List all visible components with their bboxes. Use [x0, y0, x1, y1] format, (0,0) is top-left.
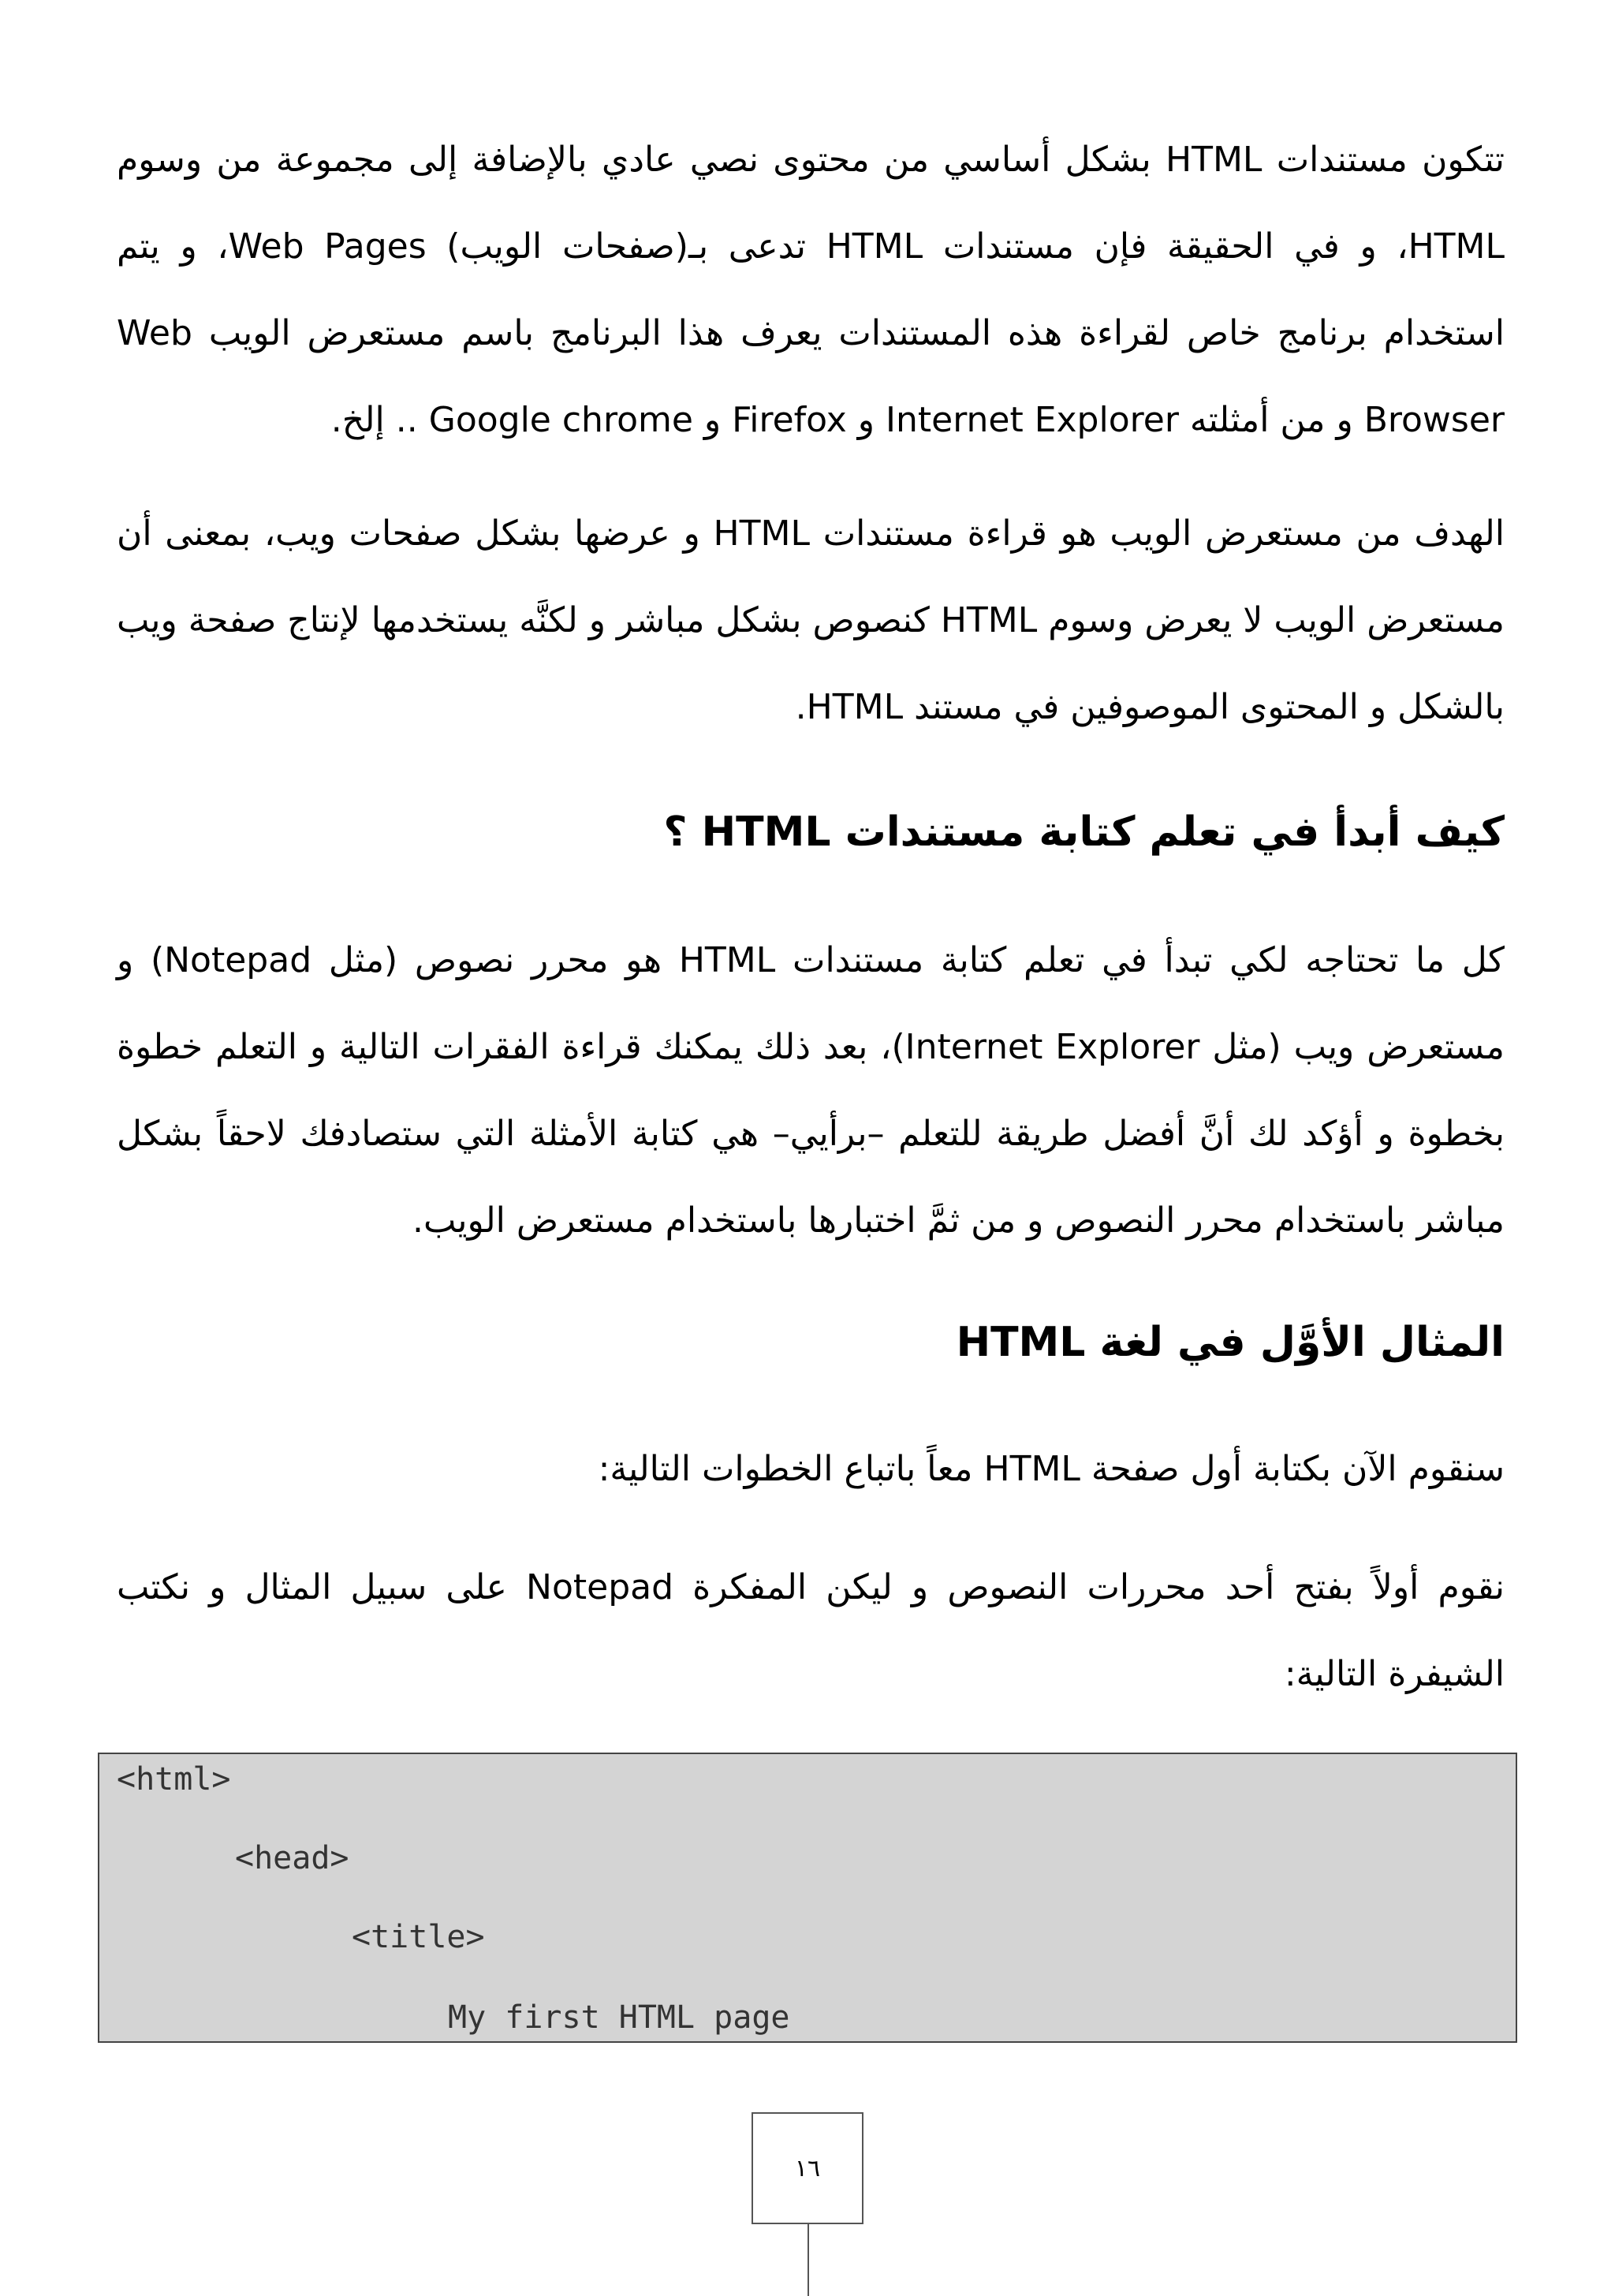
- browser-purpose-paragraph: الهدف من مستعرض الويب هو قراءة مستندات HTML و عرضها بشكل صفحات ويب، بمعنى أن مستعرض الويب لا يعرض وسوم HTML كنصوص بشكل مباشر و لكنَّه يستخدمها لإنتاج صفحة ويب بالشكل و المحتوى الموصوفين في مستند HTML.: [117, 513, 1505, 727]
- open-editor-paragraph: نقوم أولاً بفتح أحد محررات النصوص و ليكن المفكرة Notepad على سبيل المثال و نكتب الشيفرة التالية:: [117, 1567, 1505, 1694]
- code-line: <title>: [352, 1919, 485, 1955]
- page-number: [752, 2112, 863, 2224]
- section-heading-getting-started: كيف أبدأ في تعلم كتابة مستندات HTML ؟: [663, 808, 1505, 856]
- page-number-connector-line: [808, 2224, 809, 2296]
- section-heading-first-example: المثال الأوَّل في لغة HTML: [956, 1319, 1505, 1366]
- getting-started-paragraph: كل ما تحتاجه لكي تبدأ في تعلم كتابة مستندات HTML هو محرر نصوص (مثل Notepad) و مستعرض ويب (مثل Internet Explorer)، بعد ذلك يمكنك قراءة الفقرات التالية و التعلم خطوة بخطوة و أؤكد لك أنَّ أفضل طريقة للتعلم –برأيي– هي كتابة الأمثلة التي ستصادفك لاحقاً بشكل مباشر باستخدام محرر النصوص و من ثمَّ اختبارها باستخدام مستعرض الويب.: [117, 940, 1505, 1241]
- page-number-label: ١٦: [794, 2154, 821, 2182]
- code-line: My first HTML page: [448, 1999, 790, 2036]
- first-example-intro: سنقوم الآن بكتابة أول صفحة HTML معاً باتباع الخطوات التالية:: [598, 1449, 1505, 1489]
- code-block: [98, 1753, 1517, 2043]
- intro-paragraph: تتكون مستندات HTML بشكل أساسي من محتوى نصي عادي بالإضافة إلى مجموعة من وسوم HTML، و في الحقيقة فإن مستندات HTML تدعى بـ(صفحات الويب) Web Pages، و يتم استخدام برنامج خاص لقراءة هذه المستندات يعرف هذا البرنامج باسم مستعرض الويب Web Browser و من أمثلته Internet Explorer و Firefox و Google chrome .. إلخ.: [117, 140, 1505, 440]
- code-line: <head>: [235, 1840, 349, 1876]
- code-line: <html>: [117, 1761, 231, 1798]
